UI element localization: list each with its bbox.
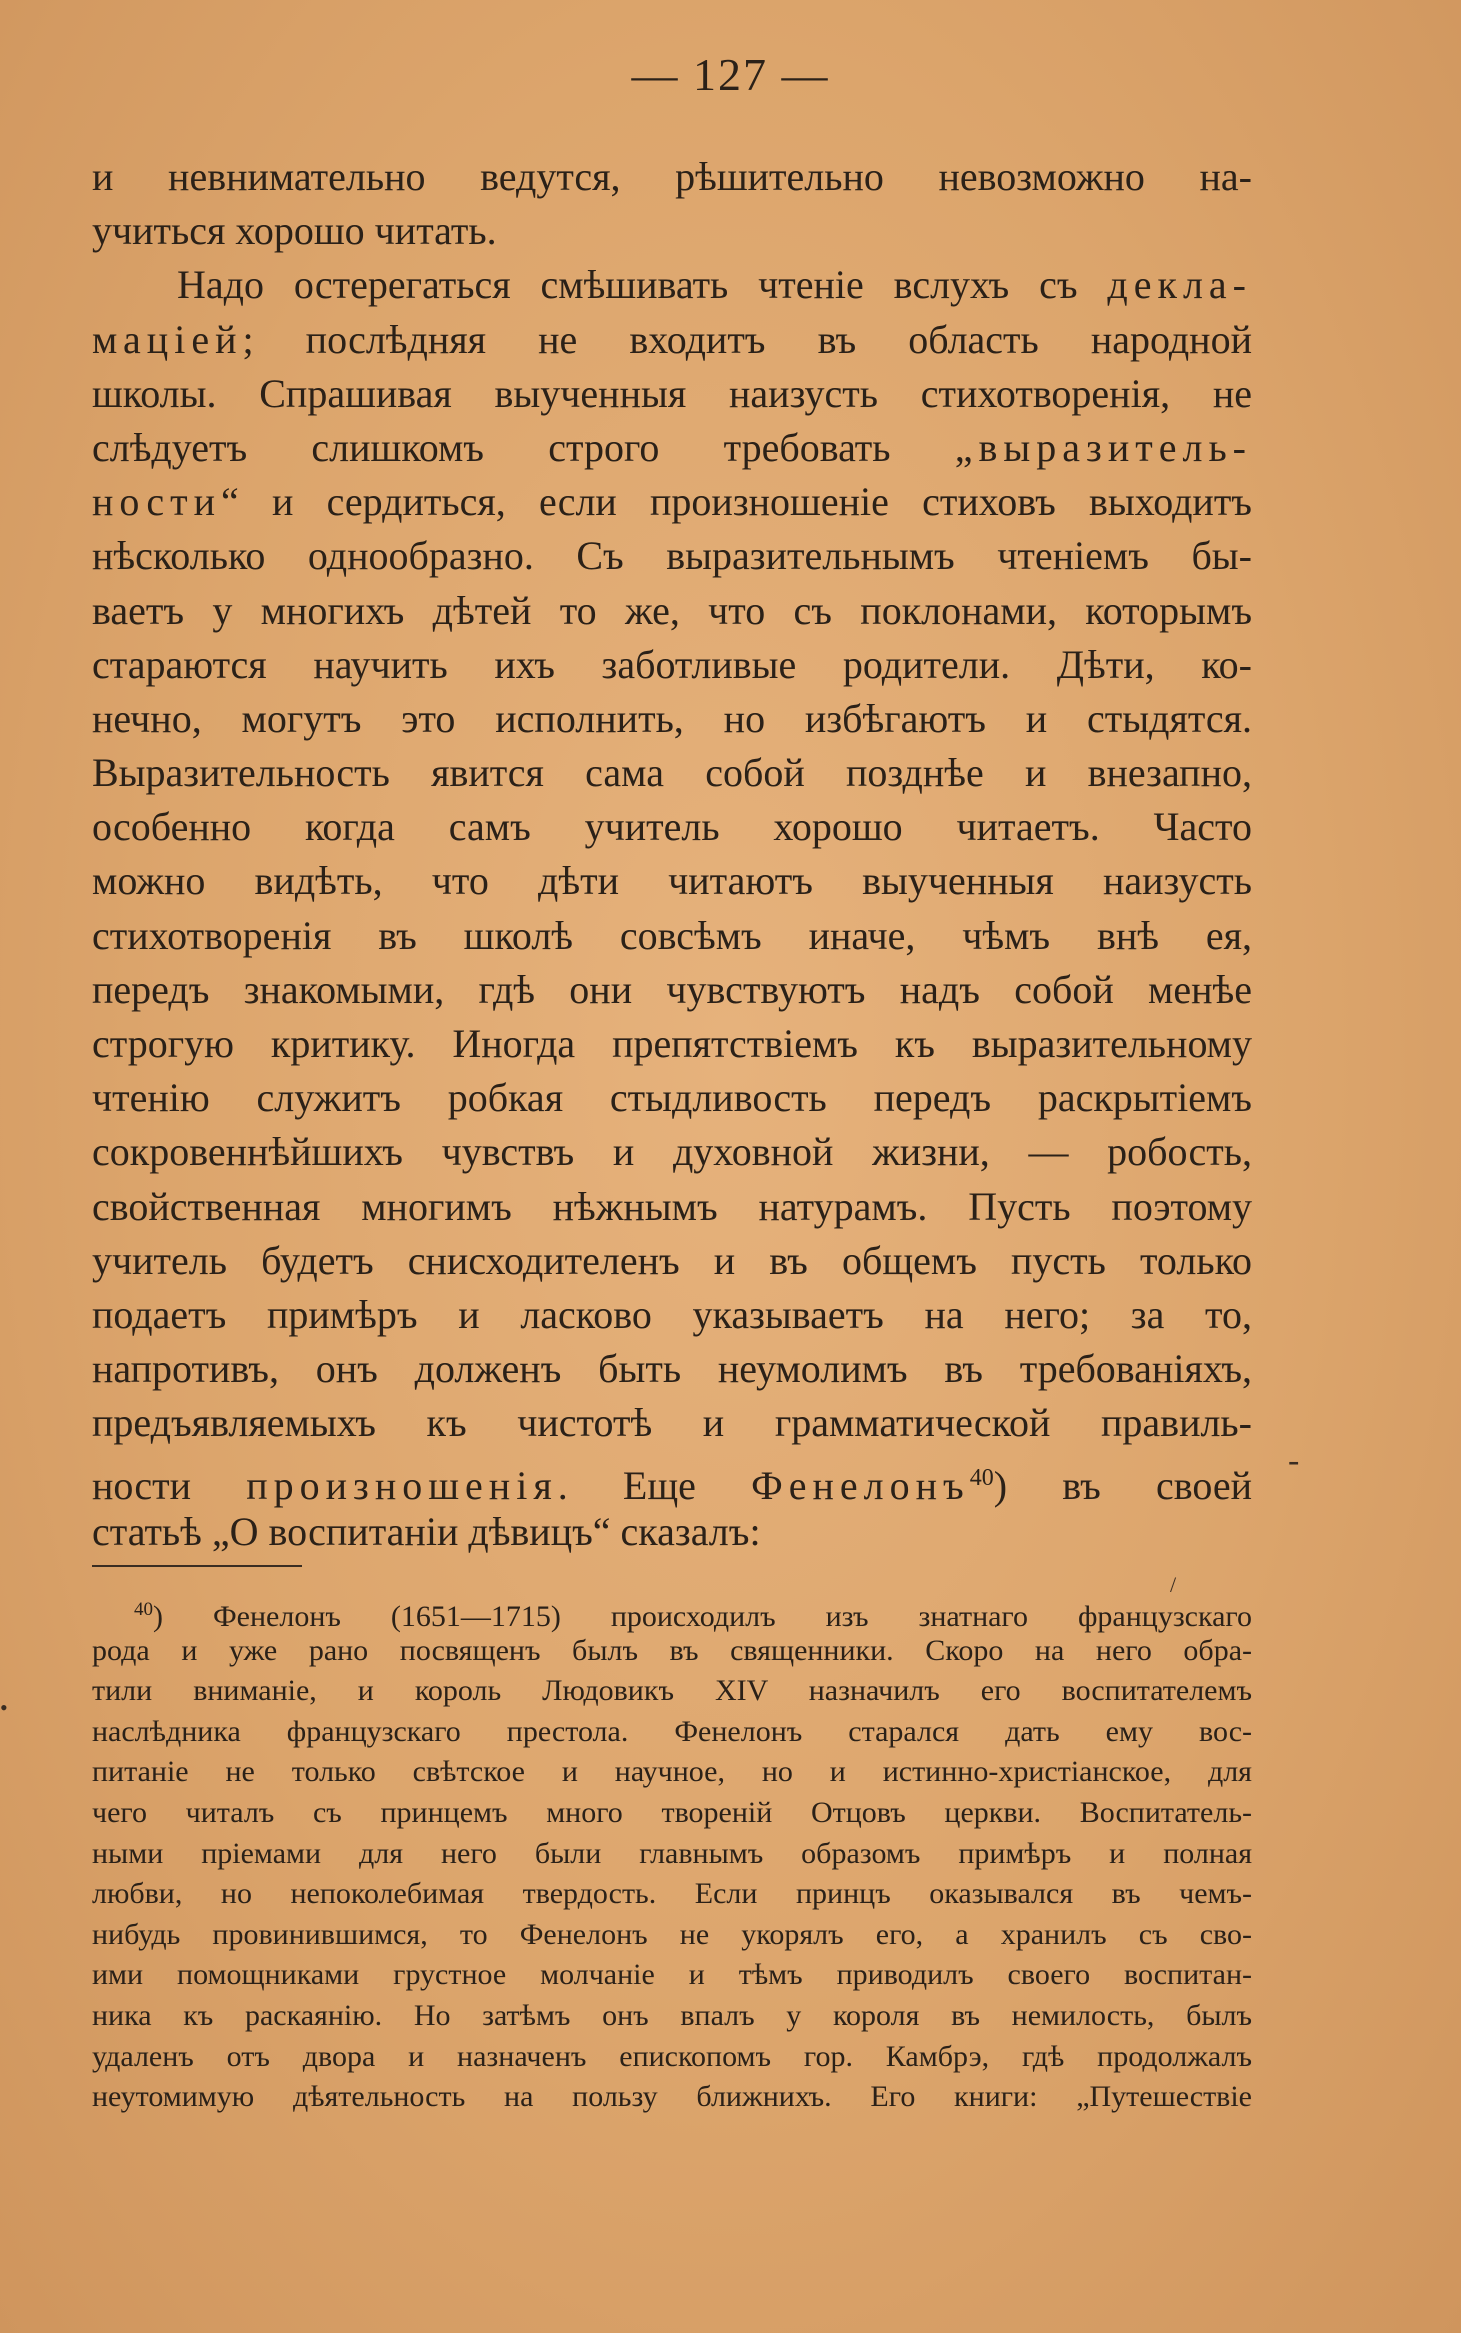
text-line: особенно когда самъ учитель хорошо читаетъ. Часто <box>92 804 1252 850</box>
footnote-line: ими помощниками грустное молчаніе и тѣмъ приводилъ своего воспитан- <box>92 1958 1252 1992</box>
text-line: сокровеннѣйшихъ чувствъ и духовной жизни, — робость, <box>92 1129 1252 1175</box>
spaced-word: маціей <box>92 316 243 362</box>
footnote-fragment: ) Фенелонъ (1651—1715) происходилъ изъ знатнаго французскаго <box>153 1600 1252 1633</box>
page-number: — 127 — <box>631 49 830 100</box>
text-line: можно видѣть, что дѣти читаютъ выученныя наизусть <box>92 858 1252 904</box>
footnote-line: ными пріемами для него были главнымъ образомъ примѣръ и полная <box>92 1836 1252 1870</box>
footnote-line: тили вниманіе, и король Людовикъ XIV назначилъ его воспитателемъ <box>92 1674 1252 1708</box>
text-line: нѣсколько однообразно. Съ выразительнымъ чтеніемъ бы- <box>92 533 1252 579</box>
footnote-line <box>92 1590 1252 1631</box>
text-line: стихотворенія въ школѣ совсѣмъ иначе, чѣмъ внѣ ея, <box>92 912 1252 958</box>
text-line: строгую критику. Иногда препятствіемъ къ выразительному <box>92 1021 1252 1066</box>
text-line: передъ знакомыми, гдѣ они чувствуютъ надъ собой менѣе <box>92 966 1252 1012</box>
text-fragment: “ и сердиться, если произношеніе стиховъ выходитъ <box>221 479 1252 525</box>
spaced-word: произношенія <box>246 1462 558 1508</box>
text-line: свойственная многимъ нѣжнымъ натурамъ. Пусть поэтому <box>92 1183 1252 1229</box>
text-fragment: Надо остерегаться смѣшивать чтеніе вслухъ съ <box>177 262 1108 308</box>
text-line: подаетъ примѣръ и ласково указываетъ на него; за то, <box>92 1291 1252 1337</box>
margin-dot-mark: • <box>0 1695 8 1720</box>
text-line: ваетъ у многихъ дѣтей то же, что съ поклонами, которымъ <box>92 587 1252 633</box>
text-fragment: слѣдуетъ слишкомъ строго требовать <box>92 424 955 470</box>
text-line: Выразительность явится сама собой позднѣе и внезапно, <box>92 750 1252 796</box>
footnote-line: неутомимую дѣятельность на пользу ближнихъ. Его книги: „Путешествіе <box>92 2080 1252 2114</box>
footnote-line: наслѣдника французскаго престола. Фенелонъ старался дать ему вос- <box>92 1714 1252 1748</box>
text-line <box>92 258 1252 312</box>
footnote-divider <box>92 1565 302 1567</box>
spaced-word: Фенелонъ <box>751 1462 970 1508</box>
footnote-line: нибудь провинившимся, то Фенелонъ не укорялъ его, а хранилъ съ сво- <box>92 1917 1252 1951</box>
text-line: нечно, могутъ это исполнить, но избѣгаютъ и стыдятся. <box>92 695 1252 741</box>
text-line: стараются научить ихъ заботливые родители. Дѣти, ко- <box>92 641 1252 687</box>
footnote <box>92 1590 1252 2118</box>
margin-ink-mark: / <box>1170 1572 1177 1597</box>
text-fragment: ) въ своей <box>993 1462 1252 1508</box>
footnote-mark: 40 <box>134 1599 153 1620</box>
text-fragment: . Еще <box>557 1462 752 1508</box>
text-line: напротивъ, онъ долженъ быть неумолимъ въ требованіяхъ, <box>92 1346 1252 1392</box>
text-fragment: ности <box>92 1462 247 1508</box>
footnote-line: любви, но непоколебимая твердость. Если принцъ оказывался въ чемъ- <box>92 1877 1252 1911</box>
text-line: учиться хорошо читать. <box>92 208 497 254</box>
text-line <box>92 313 1252 367</box>
text-line: предъявляемыхъ къ чистотѣ и грамматической правиль- <box>92 1400 1252 1446</box>
footnote-line: ника къ раскаянію. Но затѣмъ онъ впалъ у короля въ немилость, былъ <box>92 1998 1252 2032</box>
text-line: учитель будетъ снисходителенъ и въ общемъ пусть только <box>92 1237 1252 1283</box>
spaced-word: „выразитель- <box>954 424 1252 470</box>
text-line: статьѣ „О воспитаніи дѣвицъ“ сказалъ: <box>92 1508 761 1554</box>
text-fragment: ; послѣдняя не входитъ въ область народной <box>242 316 1252 362</box>
text-line <box>92 1451 1252 1508</box>
footnote-line: удаленъ отъ двора и назначенъ епископомъ гор. Камбрэ, гдѣ продолжалъ <box>92 2039 1252 2073</box>
text-line: чтенію служитъ робкая стыдливость передъ раскрытіемъ <box>92 1075 1252 1121</box>
footnote-reference[interactable]: 40 <box>969 1464 994 1491</box>
footnote-line: питаніе не только свѣтское и научное, но и истинно-христіанское, для <box>92 1755 1252 1789</box>
spaced-word: ности <box>92 479 222 525</box>
text-line: школы. Спрашивая выученныя наизусть стихотворенія, не <box>92 370 1252 416</box>
margin-dash-mark: - <box>1288 1442 1300 1479</box>
spaced-word: декла- <box>1107 262 1252 308</box>
text-line <box>92 475 1252 529</box>
footnote-line: рода и уже рано посвященъ былъ въ священники. Скоро на него обра- <box>92 1633 1252 1667</box>
text-line <box>92 421 1252 475</box>
text-line: и невнимательно ведутся, рѣшительно невозможно на- <box>92 154 1252 199</box>
footnote-line: чего читалъ съ принцемъ много твореній Отцовъ церкви. Воспитатель- <box>92 1795 1252 1829</box>
main-text <box>92 150 1252 1559</box>
